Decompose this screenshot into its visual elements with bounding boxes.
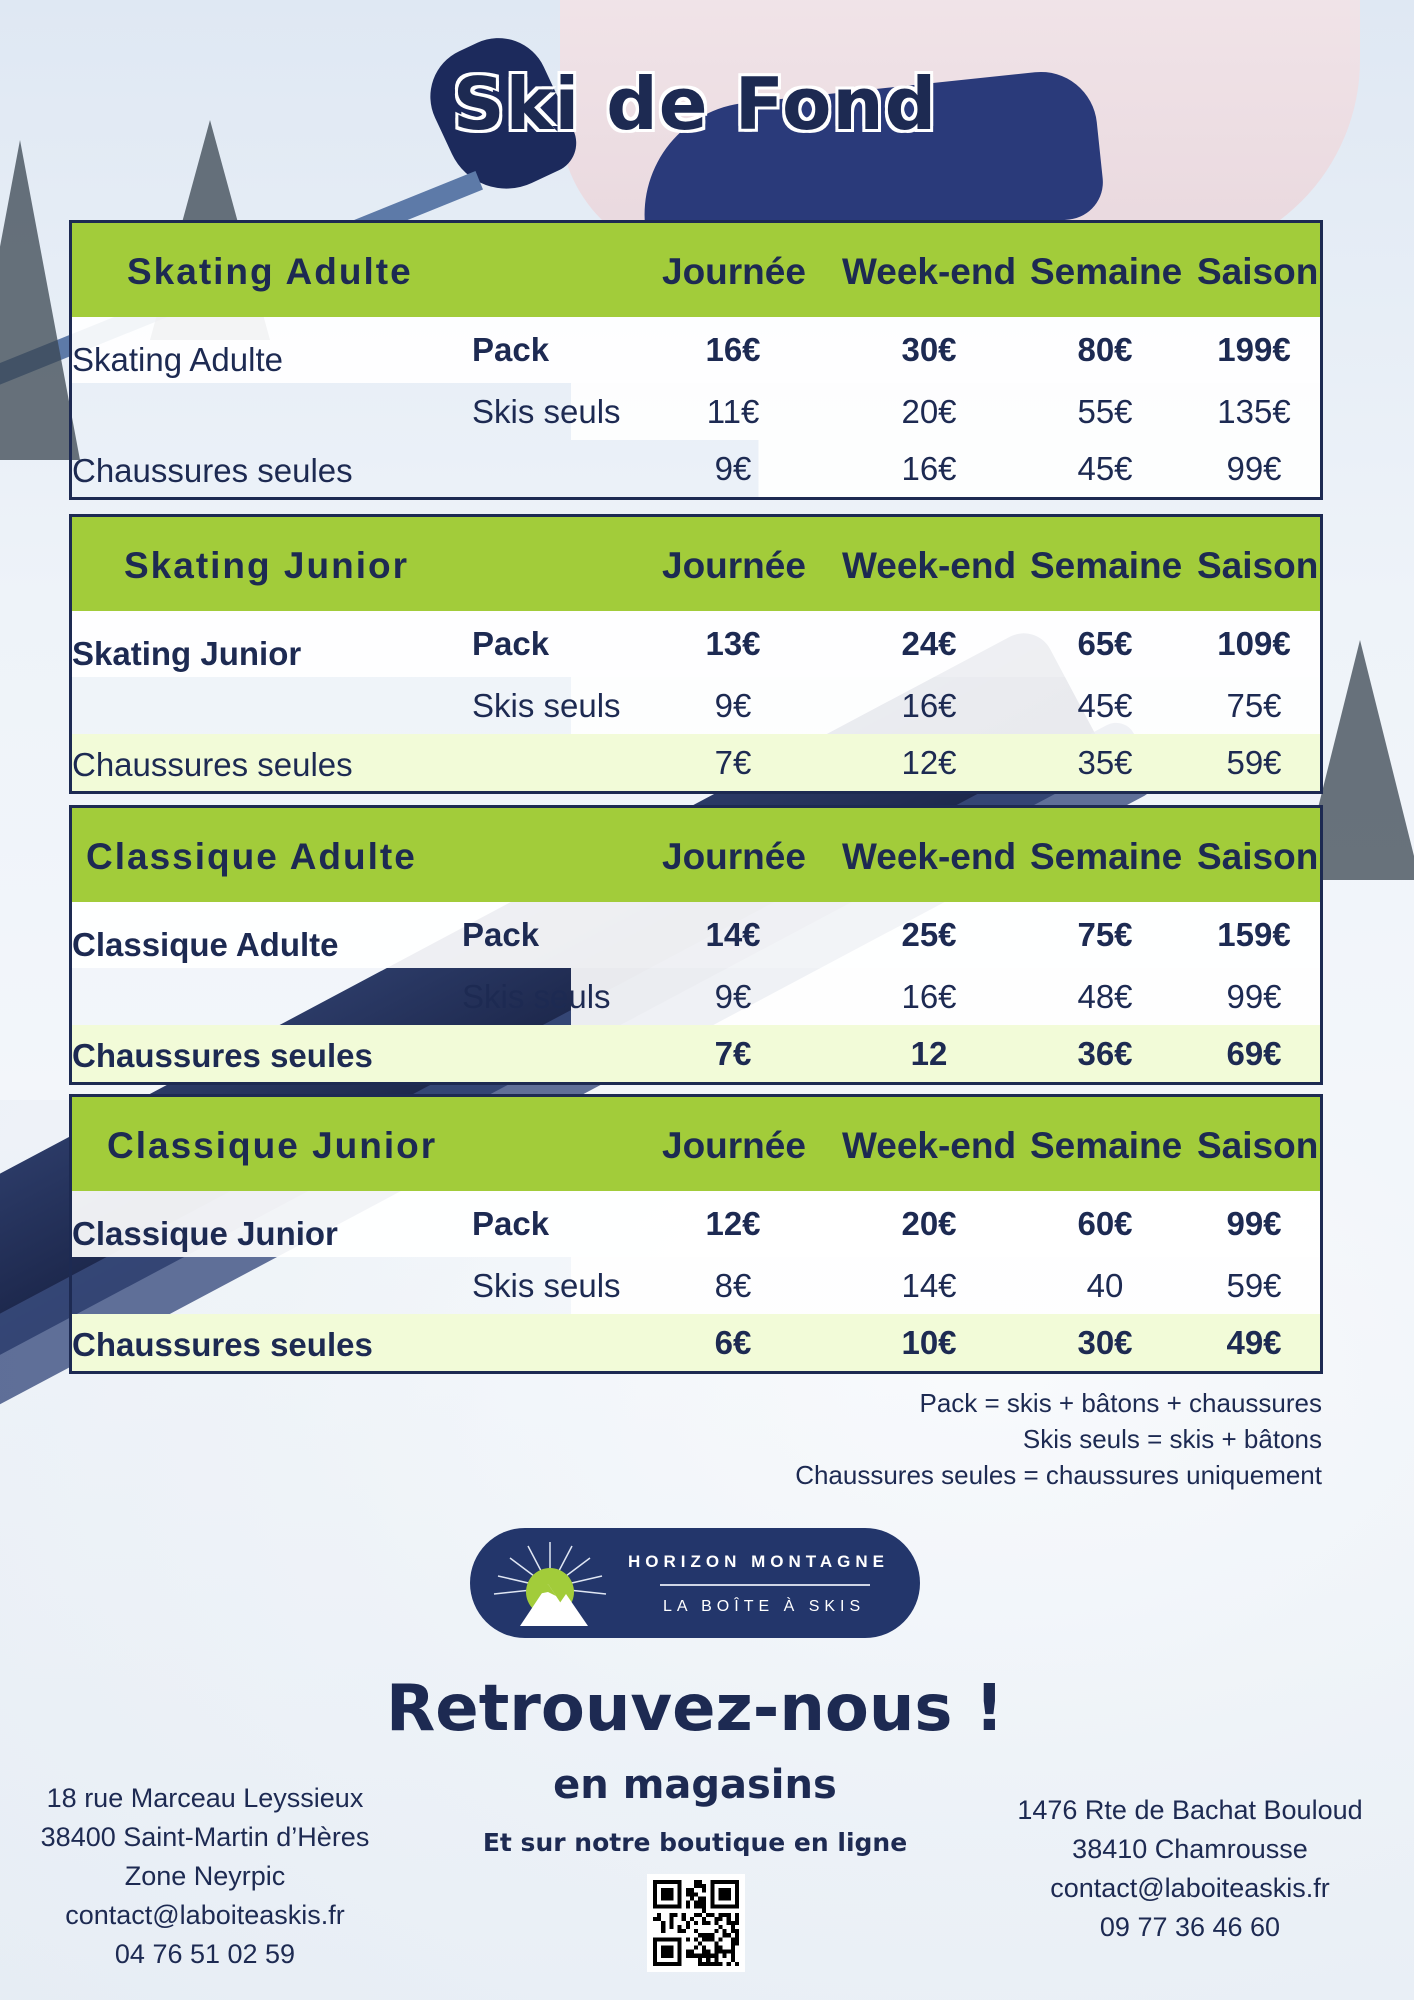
cta-subheadline: en magasins	[553, 1762, 837, 1808]
column-header: Semaine	[1030, 545, 1183, 586]
logo-line-2: LA BOÎTE À SKIS	[663, 1598, 866, 1615]
table-row	[72, 383, 1320, 440]
price-cell: 8€	[714, 1267, 752, 1304]
row-type: Pack	[472, 625, 550, 662]
row-label: Skating Junior	[72, 635, 302, 672]
price-cell: 35€	[1077, 744, 1133, 781]
price-cell: 69€	[1226, 1035, 1282, 1072]
table-title: Skating Junior	[124, 545, 409, 586]
column-header: Journée	[662, 836, 806, 877]
price-cell: 16€	[705, 331, 761, 368]
price-cell: 109€	[1217, 625, 1291, 662]
price-cell: 7€	[714, 1035, 752, 1072]
page-title: Ski de Fond	[452, 62, 938, 146]
column-header: Semaine	[1030, 1125, 1183, 1166]
row-type: Skis seuls	[462, 978, 611, 1015]
price-cell: 9€	[714, 978, 752, 1015]
price-cell: 6€	[714, 1324, 752, 1361]
price-cell: 9€	[714, 450, 752, 487]
price-cell: 12€	[705, 1205, 761, 1242]
column-header: Saison	[1197, 545, 1319, 586]
table-row	[72, 968, 1320, 1025]
price-cell: 159€	[1217, 916, 1291, 953]
row-label: Chaussures seules	[72, 746, 353, 783]
price-cell: 13€	[705, 625, 761, 662]
row-type: Pack	[472, 1205, 550, 1242]
column-header: Week-end	[842, 251, 1017, 292]
cta-headline: Retrouvez-nous !	[386, 1672, 1004, 1746]
row-label: Classique Adulte	[72, 926, 339, 963]
qr-code[interactable]	[647, 1874, 745, 1972]
row-label: Chaussures seules	[72, 1326, 373, 1363]
row-type: Pack	[472, 331, 550, 368]
price-cell: 36€	[1077, 1035, 1133, 1072]
brand-logo	[470, 1528, 920, 1638]
mountain-sun-icon	[490, 1536, 610, 1632]
table-header	[72, 223, 1320, 317]
price-table	[69, 220, 1323, 500]
table-header	[72, 1097, 1320, 1191]
column-header: Week-end	[842, 836, 1017, 877]
table-title: Classique Adulte	[86, 836, 417, 877]
price-cell: 24€	[901, 625, 957, 662]
row-type: Pack	[462, 916, 540, 953]
price-cell: 55€	[1077, 393, 1133, 430]
table-row	[72, 734, 1320, 791]
table-row	[72, 440, 1320, 497]
table-header	[72, 517, 1320, 611]
email-link[interactable]: contact@laboiteaskis.fr	[1050, 1873, 1330, 1903]
phone-number[interactable]: 04 76 51 02 59	[114, 1939, 296, 1969]
price-cell: 30€	[901, 331, 957, 368]
row-type: Skis seuls	[472, 393, 621, 430]
column-header: Journée	[662, 1125, 806, 1166]
price-cell: 9€	[714, 687, 752, 724]
price-table	[69, 805, 1323, 1085]
price-table	[69, 1094, 1323, 1374]
table-row	[72, 902, 1320, 968]
store-right-address	[1000, 1791, 1380, 1947]
table-title: Skating Adulte	[127, 251, 413, 292]
column-header: Week-end	[842, 545, 1017, 586]
price-cell: 16€	[901, 978, 957, 1015]
row-type: Skis seuls	[472, 687, 621, 724]
address-line: 1476 Rte de Bachat Bouloud	[1017, 1795, 1363, 1825]
price-cell: 20€	[901, 1205, 957, 1242]
price-cell: 45€	[1077, 687, 1133, 724]
price-cell: 30€	[1077, 1324, 1133, 1361]
price-cell: 199€	[1217, 331, 1291, 368]
price-cell: 75€	[1226, 687, 1282, 724]
price-cell: 45€	[1077, 450, 1133, 487]
logo-line-1: HORIZON MONTAGNE	[628, 1552, 890, 1571]
price-cell: 14€	[705, 916, 761, 953]
table-row	[72, 317, 1320, 383]
column-header: Semaine	[1030, 251, 1183, 292]
price-cell: 80€	[1077, 331, 1133, 368]
price-cell: 99€	[1226, 450, 1282, 487]
price-cell: 16€	[901, 687, 957, 724]
price-cell: 11€	[706, 393, 760, 430]
store-left-address	[10, 1779, 400, 1974]
price-cell: 49€	[1226, 1324, 1282, 1361]
row-label: Skating Adulte	[72, 341, 283, 378]
price-cell: 20€	[901, 393, 957, 430]
price-cell: 65€	[1077, 625, 1133, 662]
row-label: Chaussures seules	[72, 452, 353, 489]
table-row	[72, 1025, 1320, 1082]
price-cell: 7€	[714, 744, 752, 781]
phone-number[interactable]: 09 77 36 46 60	[1099, 1912, 1281, 1942]
address-line: 18 rue Marceau Leyssieux	[46, 1783, 364, 1813]
cta-online: Et sur notre boutique en ligne	[482, 1828, 908, 1857]
table-row	[72, 677, 1320, 734]
price-cell: 48€	[1077, 978, 1133, 1015]
column-header: Saison	[1197, 1125, 1319, 1166]
address-line: 38400 Saint-Martin d’Hères	[40, 1822, 370, 1852]
logo-divider	[660, 1584, 870, 1586]
column-header: Week-end	[842, 1125, 1017, 1166]
column-header: Journée	[662, 545, 806, 586]
table-row	[72, 611, 1320, 677]
note-line: Chaussures seules = chaussures uniquement	[795, 1460, 1322, 1490]
price-cell: 75€	[1077, 916, 1133, 953]
price-cell: 16€	[901, 450, 957, 487]
price-cell: 10€	[901, 1324, 957, 1361]
price-cell: 135€	[1217, 393, 1291, 430]
table-row	[72, 1191, 1320, 1257]
price-cell: 12€	[901, 744, 957, 781]
price-cell: 12	[910, 1035, 948, 1072]
table-row	[72, 1257, 1320, 1314]
price-cell: 25€	[901, 916, 957, 953]
column-header: Saison	[1197, 836, 1319, 877]
legend-notes	[795, 1385, 1322, 1493]
table-title: Classique Junior	[107, 1125, 438, 1166]
price-table	[69, 514, 1323, 794]
column-header: Journée	[662, 251, 806, 292]
price-cell: 40	[1086, 1267, 1124, 1304]
email-link[interactable]: contact@laboiteaskis.fr	[65, 1900, 345, 1930]
table-header	[72, 808, 1320, 902]
table-row	[72, 1314, 1320, 1371]
column-header: Semaine	[1030, 836, 1183, 877]
price-cell: 99€	[1226, 978, 1282, 1015]
price-cell: 99€	[1226, 1205, 1282, 1242]
column-header: Saison	[1197, 251, 1319, 292]
price-cell: 60€	[1077, 1205, 1133, 1242]
row-type: Skis seuls	[472, 1267, 621, 1304]
row-label: Chaussures seules	[72, 1037, 373, 1074]
price-cell: 14€	[901, 1267, 957, 1304]
address-line: 38410 Chamrousse	[1072, 1834, 1308, 1864]
address-line: Zone Neyrpic	[124, 1861, 286, 1891]
price-cell: 59€	[1226, 1267, 1282, 1304]
row-label: Classique Junior	[72, 1215, 338, 1252]
note-line: Pack = skis + bâtons + chaussures	[919, 1388, 1322, 1418]
price-cell: 59€	[1226, 744, 1282, 781]
note-line: Skis seuls = skis + bâtons	[1022, 1424, 1322, 1454]
qr-code-image	[653, 1880, 739, 1966]
